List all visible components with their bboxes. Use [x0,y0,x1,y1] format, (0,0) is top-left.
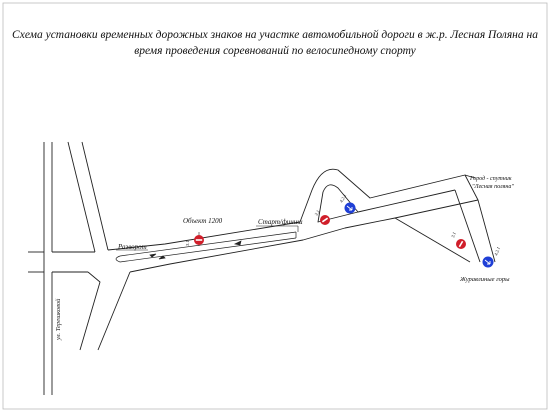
upper-branch-left-edge [68,142,95,252]
sign-code: 4.2.1 [493,246,502,257]
no-entry-sign-1 [185,232,204,246]
title-line-2: время проведения соревнований по велосипедному спорту [134,45,416,57]
street-label: ул. Терешковой [55,298,62,340]
road-outlines [28,142,495,395]
no-entry-sign-2 [314,209,330,225]
page-border [3,3,547,409]
main-road-top-edge [108,169,475,250]
sign-code: 4.2.1 [338,193,348,204]
upper-branch-right-edge [82,142,108,250]
object-label: Объект 1200 [183,217,223,225]
loop-east-edge [358,190,455,212]
zhuravlinye-label: Журавлиные горы [460,276,510,283]
start-finish-label: Старт/финиш [258,218,303,226]
no-entry-sign-3 [450,231,466,249]
sign-code: 3.1 [450,231,457,239]
route-arrow-1 [235,241,241,245]
route-turnaround [116,256,120,262]
lower-branch-left-edge [80,272,100,350]
city-label-line-2: "Лесная поляна" [472,184,514,190]
city-label-line-1: Город - спутник [470,176,512,182]
lower-branch-right-edge [98,272,130,350]
sign-code: 3.1 [185,240,190,246]
route-arrow-3 [150,254,156,257]
no-entry-bar [196,239,202,241]
keep-right-sign-1 [339,193,356,213]
turn-label: Разворот [118,243,147,251]
sign-code: 3.1 [313,209,321,217]
title-line-1: Схема установки временных дорожных знаков на участке автомобильной дороги в ж.р. Лесная Поляна на [12,29,538,41]
